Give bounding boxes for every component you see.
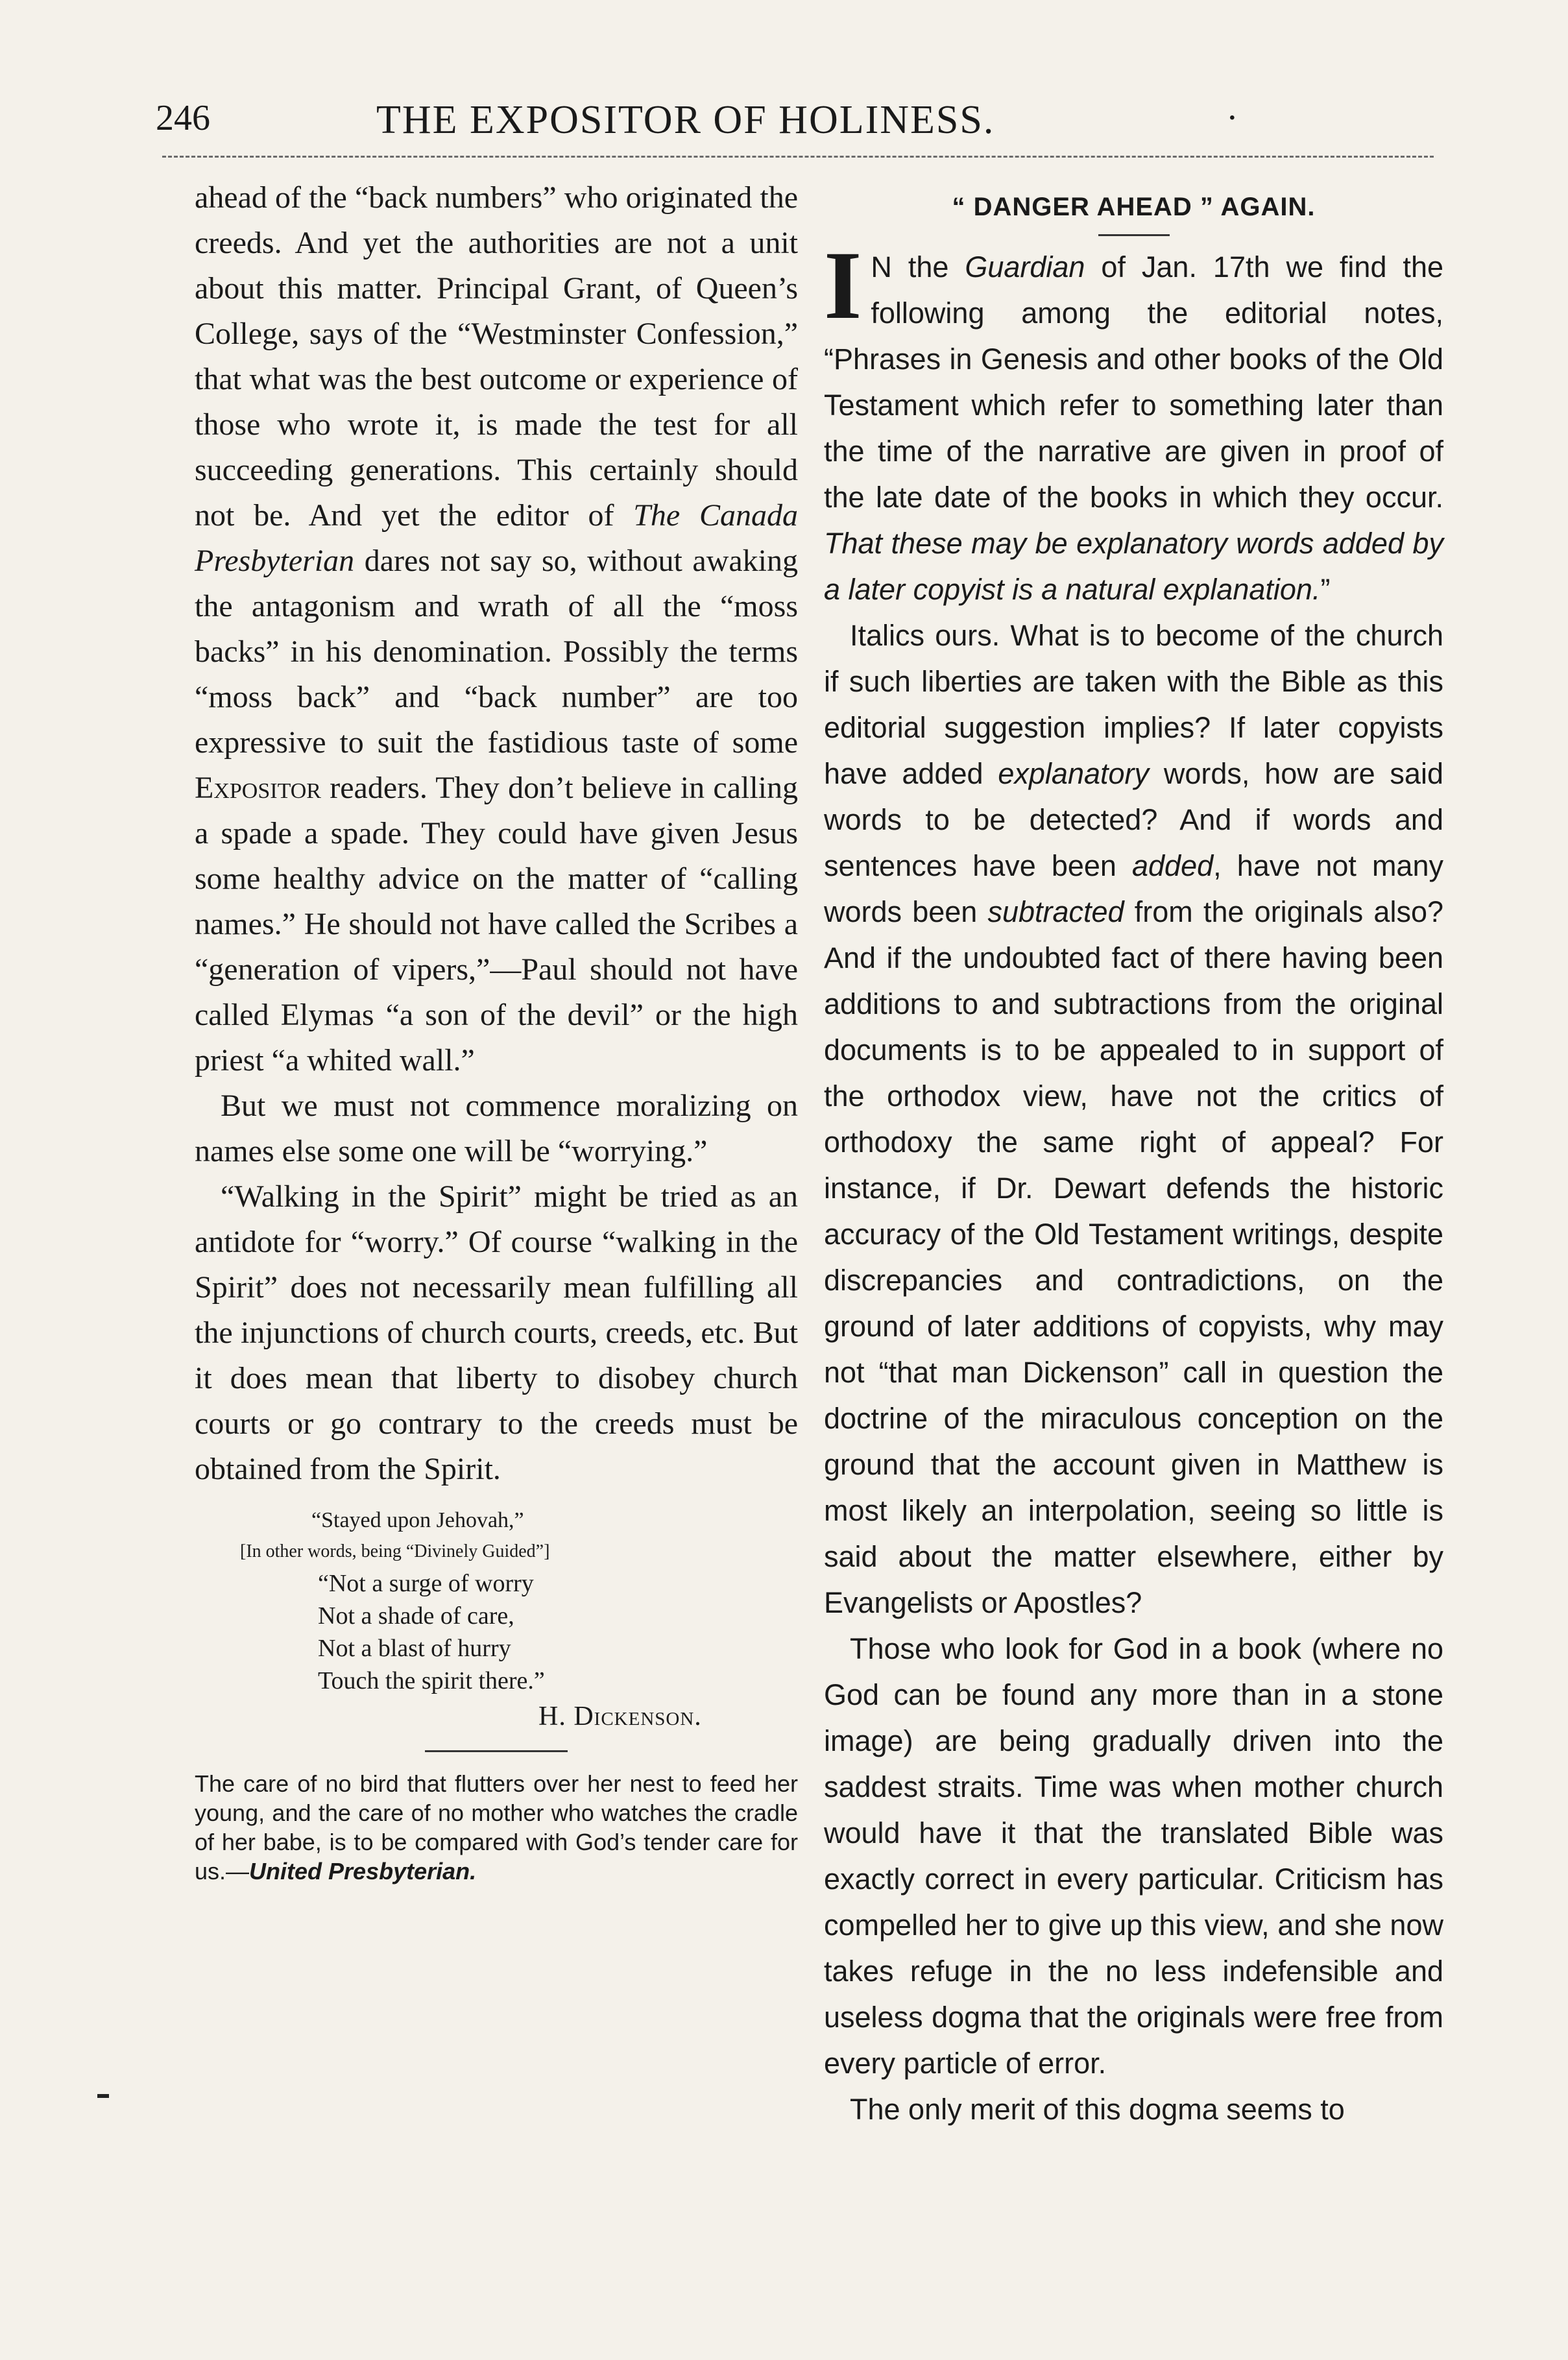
footnote-source: United Presbyterian.	[249, 1858, 477, 1884]
footnote: The care of no bird that flutters over her nest to feed her young, and the care of no mother who watches the cradle of her babe, is to be compared with God’s tender care for us.—United Presbyterian.	[195, 1770, 798, 1884]
left-paragraph-3: “Walking in the Spirit” might be tried as an antidote for “worry.” Of course “walking in the Spirit” does not necessarily mean fulfilling all the injunctions of church courts, creeds, etc. But it does mean that liberty to disobey church courts or go contrary to the creeds must be obtained from the Spirit.	[195, 1179, 798, 1486]
right-column	[824, 175, 1443, 2132]
header-mark: ·	[1226, 98, 1238, 138]
poem-heading: “Stayed upon Jehovah,”	[311, 1508, 524, 1532]
page-header	[156, 97, 1427, 156]
poem-block	[195, 1505, 798, 1732]
margin-mark	[97, 2094, 109, 2098]
section-divider	[425, 1750, 568, 1752]
left-paragraph-1: ahead of the “back numbers” who originated the creeds. And yet the authorities are not a unit about this matter. Principal Grant, of Queen’s College, says of the “Westminster Confession,” that what was the best outcome or experience of those who wrote it, is made the test for all succeeding generations. This certainly should not be. And yet the editor of The Canada Presbyterian dares not say so, without awaking the antagonism and wrath of all the “moss backs” in his denomination. Possibly the terms “moss back” and “back number” are too expressive to suit the fastidious taste of some Expositor readers. They don’t believe in calling a spade a spade. They could have given Jesus some healthy advice on the matter of “calling names.” He should not have called the Scribes a “generation of vipers,”—Paul should not have called Elymas “a son of the devil” or the high priest “a whited wall.”	[195, 180, 798, 1078]
right-paragraph-1: I N the Guardian of Jan. 17th we find the following among the editorial notes, “Phrases in Genesis and other books of the Old Testament which refer to something later than the time of the narrative are given in proof of the late date of the books in which they occur. That these may be explanatory words added by a later copyist is a natural explanation.”	[824, 232, 1443, 606]
running-title: THE EXPOSITOR OF HOLINESS.	[376, 98, 995, 142]
right-paragraph-2: Italics ours. What is to become of the church if such liberties are taken with the Bible as this editorial suggestion implies? If later copyists have added explanatory words, how are said words to be detected? And if words and sentences have been added, have not many words been subtracted from the originals also? And if the undoubted fact of there having been additions to and subtractions from the original documents is to be appealed to in support of the orthodox view, have not the critics of orthodoxy the same right of appeal? For instance, if Dr. Dewart defends the historic accuracy of the Old Testament writings, despite discrepancies and contradictions, on the ground of later additions of copyists, why may not “that man Dickenson” call in question the doctrine of the miraculous conception on the ground that the account given in Matthew is most likely an interpolation, seeing so little is said about the matter elsewhere, either by Evangelists or Apostles?	[824, 619, 1443, 1619]
magazine-name: Expositor	[195, 771, 321, 805]
poem-line: Not a shade of care,	[318, 1602, 514, 1630]
publication-title: The Canada Presbyterian	[195, 498, 798, 578]
drop-cap: I	[824, 232, 862, 339]
left-column	[195, 175, 798, 1886]
left-paragraph-2: But we must not commence moralizing on names else some one will be “worrying.”	[195, 1089, 798, 1168]
publication-title: Guardian	[965, 250, 1085, 283]
right-paragraph-3: Those who look for God in a book (where no God can be found any more than in a stone image) are being gradually driven into the saddest straits. Time was when mother church would have it that the translated Bible was exactly correct in every particular. Criticism has compelled her to give up this view, and she now takes refuge in the no less indefensible and useless dogma that the originals were free from every particle of error.	[824, 1632, 1443, 2080]
poem-line: Not a blast of hurry	[318, 1635, 511, 1662]
section-title: “ DANGER AHEAD ” AGAIN.	[952, 193, 1316, 221]
poem-line: Touch the spirit there.”	[318, 1667, 545, 1694]
poem-line: “Not a surge of worry	[318, 1570, 534, 1597]
quoted-italic: That these may be explanatory words added by a later copyist is a natural explanation.	[824, 527, 1443, 606]
poem-subheading: [In other words, being “Divinely Guided”]	[240, 1541, 550, 1561]
right-paragraph-4: The only merit of this dogma seems to	[850, 2093, 1345, 2126]
poem-signature: H. Dickenson.	[538, 1702, 702, 1731]
page-number: 246	[156, 98, 210, 138]
header-rule	[162, 156, 1434, 158]
title-rule	[1098, 234, 1170, 236]
